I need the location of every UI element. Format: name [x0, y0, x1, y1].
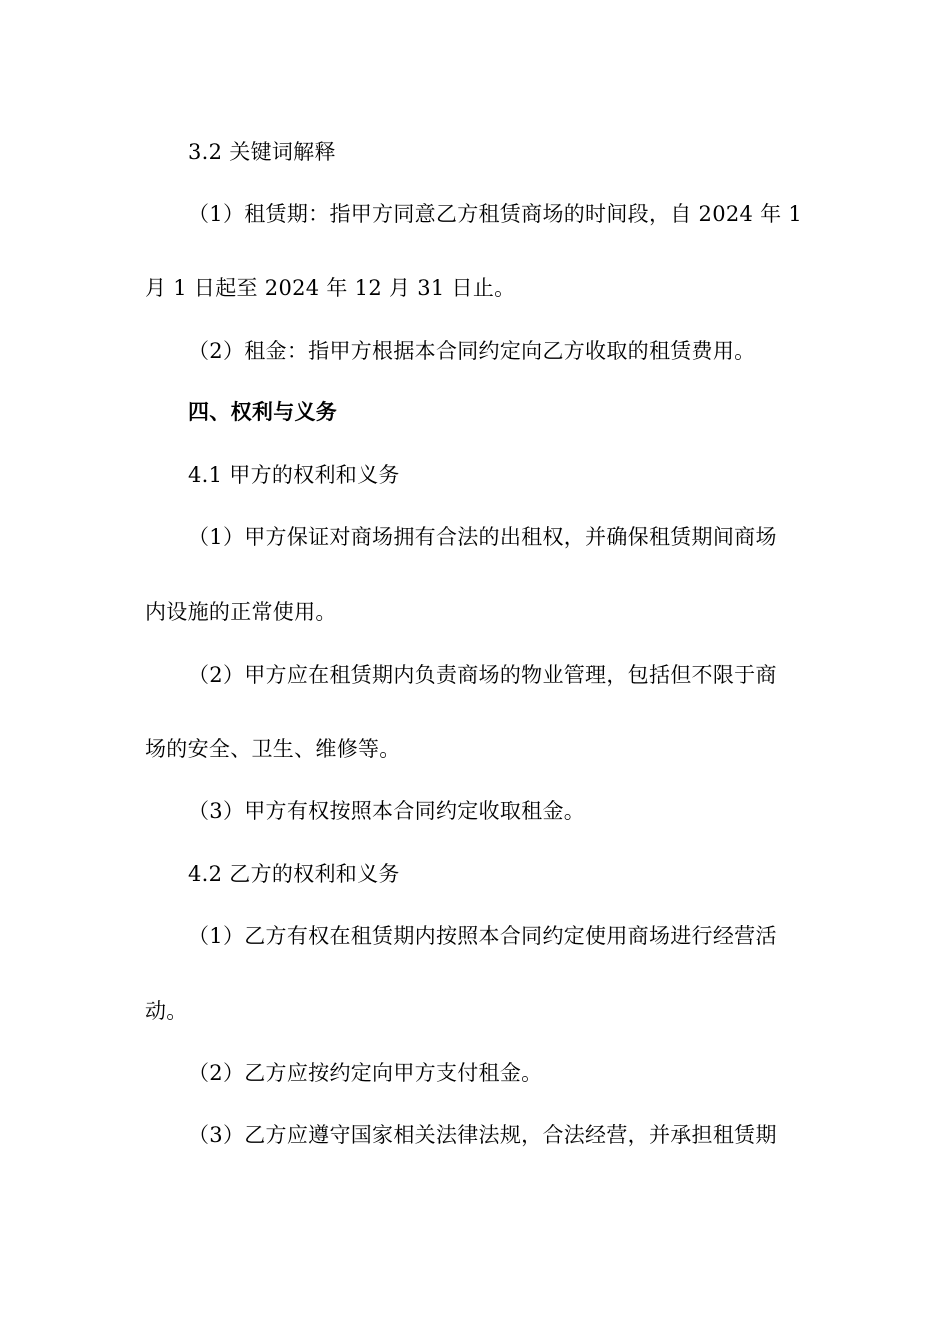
paragraph-line: （2）甲方应在租赁期内负责商场的物业管理，包括但不限于商	[188, 663, 777, 687]
subsection-heading-3-2: 3.2 关键词解释	[188, 140, 336, 164]
paragraph-line: （3）乙方应遵守国家相关法律法规，合法经营，并承担租赁期	[188, 1123, 777, 1147]
paragraph-line: 动。	[145, 999, 188, 1023]
paragraph-line: （3）甲方有权按照本合同约定收取租金。	[188, 799, 586, 823]
subsection-heading-4-1: 4.1 甲方的权利和义务	[188, 463, 400, 487]
section-heading: 四、权利与义务	[188, 399, 338, 424]
subsection-heading-4-2: 4.2 乙方的权利和义务	[188, 862, 400, 886]
paragraph-line: 月 1 日起至 2024 年 12 月 31 日止。	[145, 276, 516, 300]
paragraph-line: （1）乙方有权在租赁期内按照本合同约定使用商场进行经营活	[188, 924, 777, 948]
paragraph-line: （2）租金：指甲方根据本合同约定向乙方收取的租赁费用。	[188, 339, 756, 363]
paragraph-line: 场的安全、卫生、维修等。	[145, 737, 401, 761]
paragraph-line: （1）甲方保证对商场拥有合法的出租权，并确保租赁期间商场	[188, 525, 777, 549]
paragraph-line: （1）租赁期：指甲方同意乙方租赁商场的时间段，自 2024 年 1	[188, 202, 803, 226]
paragraph-line: 内设施的正常使用。	[145, 600, 337, 624]
paragraph-line: （2）乙方应按约定向甲方支付租金。	[188, 1061, 543, 1085]
